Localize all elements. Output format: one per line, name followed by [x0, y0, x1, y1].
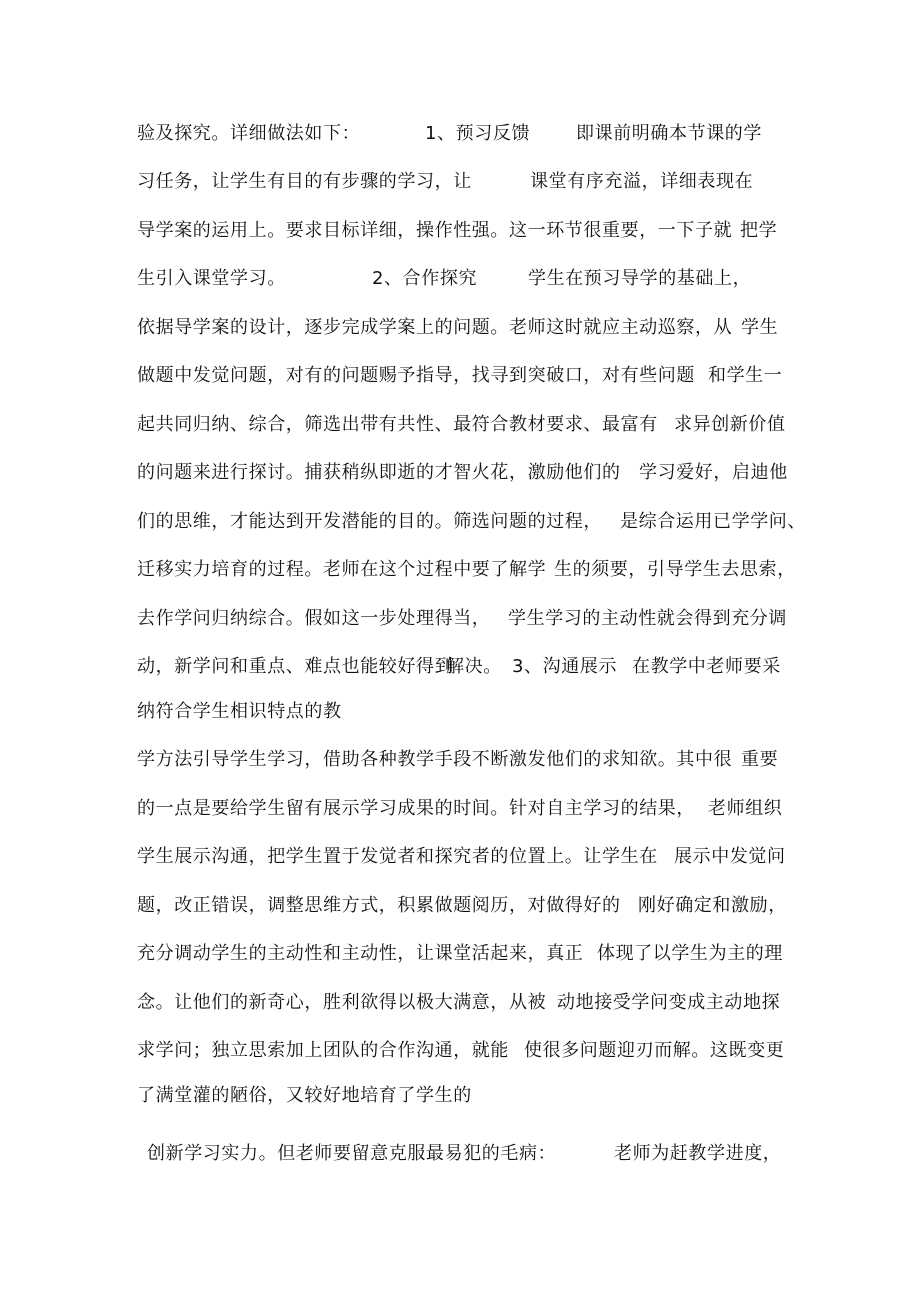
text-segment: 学生在预习导学的基础上， [528, 268, 752, 289]
text-segment: 去作学问归纳综合。假如这一步处理得当， [137, 608, 491, 629]
text-segment: 学生学习的主动性就会得到充分调 [508, 608, 787, 629]
text-segment: 学方法引导学生学习，借助各种教学手段不断激发他们的求知欲。其中很 [137, 749, 733, 770]
text-line-22 [0, 1142, 782, 1238]
text-segment: 学习爱好，启迪他 [639, 462, 788, 483]
text-segment: 题，改正错误，调整思维方式，积累做题阅历，对做得好的 [137, 895, 621, 916]
text-segment: 3、沟通展示 [512, 656, 618, 677]
text-segment: 1、预习反馈 [425, 123, 531, 144]
text-segment: 学生展示沟通，把学生置于发觉者和探究者的位置上。让学生在 [137, 846, 658, 867]
text-segment: 创新学习实力。但老师要留意克服最易犯的毛病： [147, 1143, 557, 1164]
text-segment: 2、合作探究 [372, 268, 478, 289]
text-segment: 生引入课堂学习。 [137, 268, 286, 289]
text-segment: 依据导学案的设计，逐步完成学案上的问题。老师这时就应主动巡察，从 [137, 317, 733, 338]
text-segment: 展示中发觉问 [674, 846, 786, 867]
text-segment: 求异创新价值 [674, 414, 786, 435]
text-segment: 课堂有序充溢，详细表现在 [530, 171, 754, 192]
text-segment: 习任务，让学生有目的有步骤的学习，让 [137, 171, 472, 192]
text-segment: 验及探究。详细做法如下： [137, 123, 361, 144]
text-segment: 动，新学问和重点、难点也能较好得到 [137, 656, 454, 677]
text-segment: 了满堂灌的陋俗，又较好地培育了学生的 [137, 1085, 472, 1106]
text-segment: 老师为赶教学进度， [614, 1143, 782, 1164]
text-segment: 和学生一 [708, 365, 783, 386]
text-segment: 生的须要，引导学生去思索， [554, 559, 796, 580]
text-segment: 纳符合学生相识特点的教 [137, 701, 342, 722]
text-segment: 解决。 [446, 656, 502, 677]
text-segment: 使很多问题迎刃而解。这既变更 [524, 1040, 785, 1061]
text-segment: 充分调动学生的主动性和主动性，让课堂活起来，真正 [137, 943, 584, 964]
text-segment: 做题中发觉问题，对有的问题赐予指导，找寻到突破口，对有些问题 [137, 365, 695, 386]
text-segment: 学生 [741, 317, 779, 338]
text-segment: 求学问；独立思索加上团队的合作沟通，就能 [137, 1040, 509, 1061]
text-segment: 导学案的运用上。要求目标详细，操作性强。这一环节很重要，一下子就 [137, 220, 733, 241]
text-segment: 老师组织 [708, 798, 783, 819]
text-segment: 迁移实力培育的过程。老师在这个过程中要了解学 [137, 559, 547, 580]
text-segment: 动地接受学问变成主动地探 [557, 992, 781, 1013]
text-segment: 的问题来进行探讨。捕获稍纵即逝的才智火花，激励他们的 [137, 462, 621, 483]
text-segment: 们的思维，才能达到开发潜能的目的。筛选问题的过程， [137, 511, 602, 532]
text-segment: 念。让他们的新奇心，胜利欲得以极大满意，从被 [137, 992, 547, 1013]
text-segment: 体现了以学生为主的理 [597, 943, 783, 964]
text-segment: 起共同归纳、综合，筛选出带有共性、最符合教材要求、最富有 [137, 414, 658, 435]
text-segment: 重要 [741, 749, 779, 770]
text-segment: 刚好确定和激励， [638, 895, 787, 916]
text-segment: 是综合运用已学学问、 [620, 511, 806, 532]
text-segment: 的一点是要给学生留有展示学习成果的时间。针对自主学习的结果， [137, 798, 695, 819]
text-segment: 在教学中老师要采 [632, 656, 781, 677]
text-segment: 把学 [740, 220, 778, 241]
text-segment: 即课前明确本节课的学 [576, 123, 762, 144]
